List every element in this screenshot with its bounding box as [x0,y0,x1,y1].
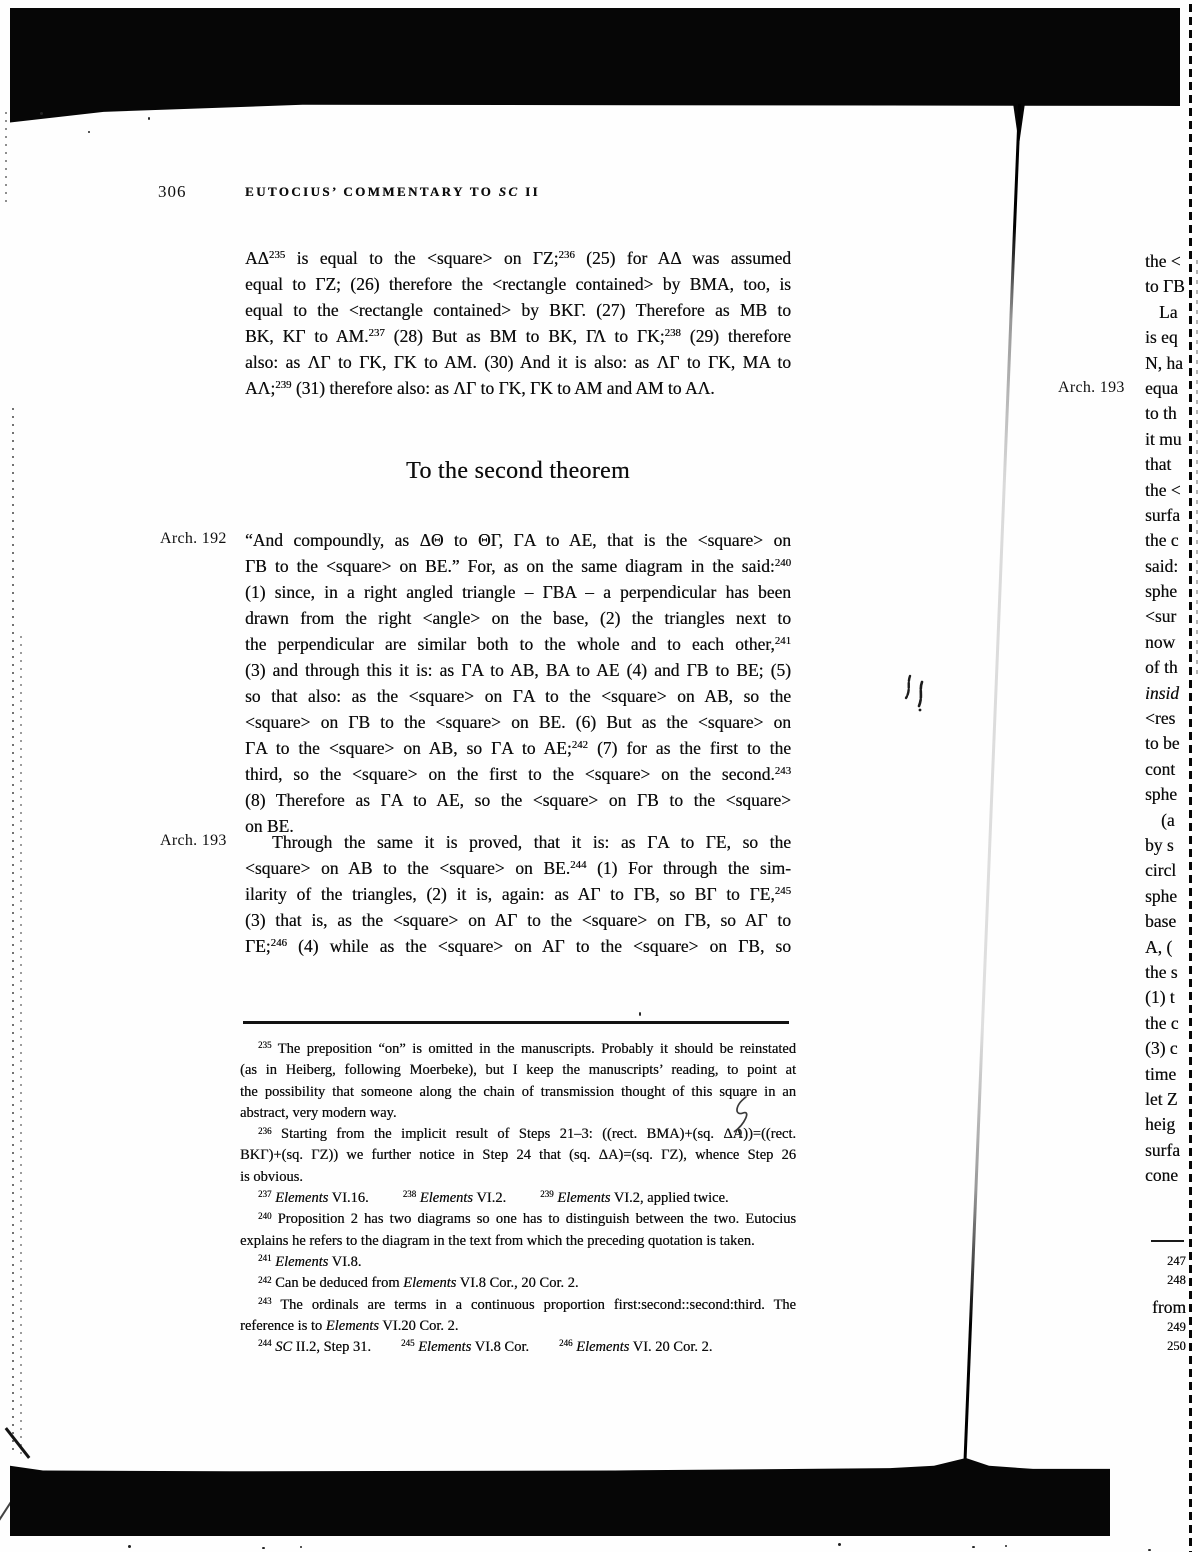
right-page-footnotes-fragment [1150,1252,1192,1356]
right-page-footnote-fragment: 248 [1167,1273,1186,1287]
body-paragraph-continuation [245,245,791,401]
right-page-footnote-rule [1151,1240,1184,1242]
scan-noise-column [12,408,14,1456]
text-line: is eq [1145,327,1178,348]
text-line: to be [1145,733,1180,754]
text-line: let Z [1145,1088,1178,1109]
text-line: equal to the <rectangle contained> by BKΓ. (27) Therefore as MB to [245,300,791,320]
text-line: (1) t [1145,987,1175,1008]
text-line: now [1145,631,1176,652]
text-line: EUTOCIUS’ COMMENTARY TO SC II [245,184,541,199]
right-page-footnote-fragment: 250 [1167,1339,1186,1353]
text-line: sphe [1145,885,1178,906]
text-line: BK, KΓ to AM.$^{237}$ (28) But as BM to BK, ΓΛ to ΓK;$^{238}$ (29) therefore [245,326,791,346]
pencil-mark [900,670,930,714]
text-line: “And compoundly, as ΔΘ to ΘΓ, ΓA to AE, that is the <square> on [245,530,791,550]
page-edge-dashed-line-faint [1196,260,1198,680]
page-number: 306 [158,182,187,201]
text-line: by s [1145,834,1174,855]
right-page-footnote-fragment: 249 [1167,1320,1186,1334]
text-line: (a [1161,809,1175,830]
scan-speck [639,1012,641,1016]
text-line: (8) Therefore as ΓA to AE, so the <square> on ΓB to the <square> [245,790,791,810]
text-line: so that also: as the <square> on ΓA to the <square> on AB, so the [245,686,791,706]
scan-speck [128,1545,131,1548]
text-line: sphe [1145,784,1178,805]
text-line: the < [1145,251,1181,271]
text-line: drawn from the right <angle> on the base, (2) the triangles next to [245,608,791,628]
section-heading-text: To the second theorem [406,458,630,484]
scan-speck [300,1546,302,1548]
scan-speck [972,1546,975,1548]
text-line: heig [1145,1114,1176,1135]
text-line: the c [1145,1012,1179,1033]
text-line: said: [1145,555,1179,576]
text-line: BKΓ)+(sq. ΓZ)) we further notice in Step 24 that (sq. ΔA)=(sq. ΓZ), whence Step 26 [240,1147,796,1164]
scan-speck [1005,1545,1007,1547]
text-line: surfa [1145,504,1180,525]
text-line: AΛ;$^{239}$ (31) therefore also: as ΛΓ to ΓK, ΓK to AM and AM to AΛ. [245,378,715,398]
scan-speck [148,117,150,120]
book-gutter-line [964,104,1021,1461]
text-line: of th [1145,657,1178,678]
scan-speck [1148,1549,1151,1551]
margin-note-arch-193: Arch. 193 [160,832,227,849]
text-line: to ΓB [1145,276,1185,297]
running-header [245,184,791,200]
text-line: $^{244}$ SC II.2, Step 31. $^{245}$ Elements VI.8 Cor. $^{246}$ Elements VI. 20 Cor. 2. [258,1338,713,1356]
text-line: (1) since, in a right angled triangle – ΓBA – a perpendicular has been [245,582,791,602]
text-line: <sur [1145,606,1177,627]
text-line: $^{237}$ Elements VI.16. $^{238}$ Elements VI.2. $^{239}$ Elements VI.2, applied twice. [258,1189,729,1207]
text-line: cone [1145,1165,1179,1186]
text-line: reference is to Elements VI.20 Cor. 2. [240,1317,459,1334]
text-line: explains he refers to the diagram in the text from which the preceding quotation is taken. [240,1232,755,1249]
right-page-text-fragment [1145,249,1191,1194]
text-line: ilarity of the triangles, (2) it is, again: as AΓ to ΓB, so BΓ to ΓE,$^{245}$ [245,884,791,904]
text-line: circl [1145,860,1177,881]
text-line: the < [1145,479,1181,500]
text-line: the possibility that someone along the chain of transmission thought of this square in an [240,1083,796,1100]
text-line: the s [1145,961,1178,982]
top-scan-bar [10,8,1180,126]
text-line: the c [1145,530,1179,551]
scan-speck [88,131,90,133]
body-paragraph-arch-192 [245,527,791,839]
text-line: ΓE;$^{246}$ (4) while as the <square> on AΓ to the <square> on ΓB, so [245,936,791,956]
text-line: $^{240}$ Proposition 2 has two diagrams so one has to distinguish between the two. Eutocius [258,1210,796,1228]
text-line: <square> on AB to the <square> on BE.$^{244}$ (1) For through the sim- [245,858,791,878]
text-line: La [1159,301,1178,322]
scan-speck [262,1547,265,1549]
body-paragraph-arch-193 [245,829,791,959]
scan-speck [838,1543,841,1546]
right-page-margin-note-arch-193: Arch. 193 [1058,379,1125,396]
section-heading [245,458,791,485]
text-line: (as in Heiberg, following Moerbeke), but I keep the manuscripts’ reading, to point at [240,1062,796,1079]
text-line: equa [1145,377,1179,398]
text-line: $^{241}$ Elements VI.8. [258,1253,362,1270]
text-line: abstract, very modern way. [240,1104,397,1121]
right-page-footnote-fragment: 247 [1167,1254,1186,1268]
text-line: is obvious. [240,1168,303,1185]
scan-slash-mark [5,1427,31,1459]
bottom-scan-bar [10,1458,1110,1536]
text-line: sphe [1145,581,1178,602]
pencil-squiggle [722,1094,756,1142]
text-line: surfa [1145,1139,1180,1160]
text-line: $^{236}$ Starting from the implicit result of Steps 21–3: ((rect. BMA)+(sq. ΔA))=((rect. [258,1125,796,1143]
text-line: Through the same it is proved, that it is: as ΓA to ΓE, so the [272,832,791,852]
text-line: on BE. [245,816,294,836]
text-line: that [1145,454,1172,475]
text-line: also: as ΛΓ to ΓK, ΓK to AM. (30) And it is also: as ΛΓ to ΓK, MA to [245,352,791,372]
scan-noise-column [20,636,22,1460]
footnote-separator-rule [243,1021,789,1024]
text-line: <res [1145,708,1176,729]
right-page-footnote-fragment: from [1152,1297,1187,1317]
text-line: time [1145,1063,1177,1084]
text-line: N, ha [1145,352,1183,373]
text-line: ΓB to the <square> on BE.” For, as on the same diagram in the said:$^{240}$ [245,556,791,576]
text-line: (3) c [1145,1038,1178,1059]
text-line: $^{235}$ The preposition “on” is omitted in the manuscripts. Probably it should be reinstated [258,1040,796,1057]
text-line: (3) and through this it is: as ΓA to AB, BA to AE (4) and ΓB to BE; (5) [245,660,791,680]
text-line: it mu [1145,428,1182,449]
text-line: $^{243}$ The ordinals are terms in a continuous proportion first:second::second:third. The [258,1295,796,1313]
text-line: cont [1145,758,1176,779]
text-line: AΔ$^{235}$ is equal to the <square> on ΓZ;$^{236}$ (25) for AΔ was assumed [245,248,791,268]
text-line: (3) that is, as the <square> on AΓ to the <square> on ΓB, so AΓ to [245,910,791,930]
text-line: insid [1145,682,1180,703]
text-line: <square> on ΓB to the <square> on BE. (6) But as the <square> on [245,712,791,732]
scan-speck [40,112,43,115]
text-line: the perpendicular are similar both to the whole and to each other,$^{241}$ [245,634,791,654]
text-line: ΓA to the <square> on AB, so ΓA to AE;$^{242}$ (7) for as the first to the [245,738,791,758]
margin-note-arch-192: Arch. 192 [160,530,227,547]
scan-noise-column [5,112,7,202]
text-line: A, ( [1145,936,1173,957]
text-line: third, so the <square> on the first to the <square> on the second.$^{243}$ [245,764,791,784]
text-line: $^{242}$ Can be deduced from Elements VI.8 Cor., 20 Cor. 2. [258,1274,579,1292]
text-line: base [1145,911,1177,932]
text-line: equal to ΓZ; (26) therefore the <rectangle contained> by BMA, too, is [245,274,791,294]
text-line: to th [1145,403,1177,424]
footnotes-block [240,1039,796,1358]
